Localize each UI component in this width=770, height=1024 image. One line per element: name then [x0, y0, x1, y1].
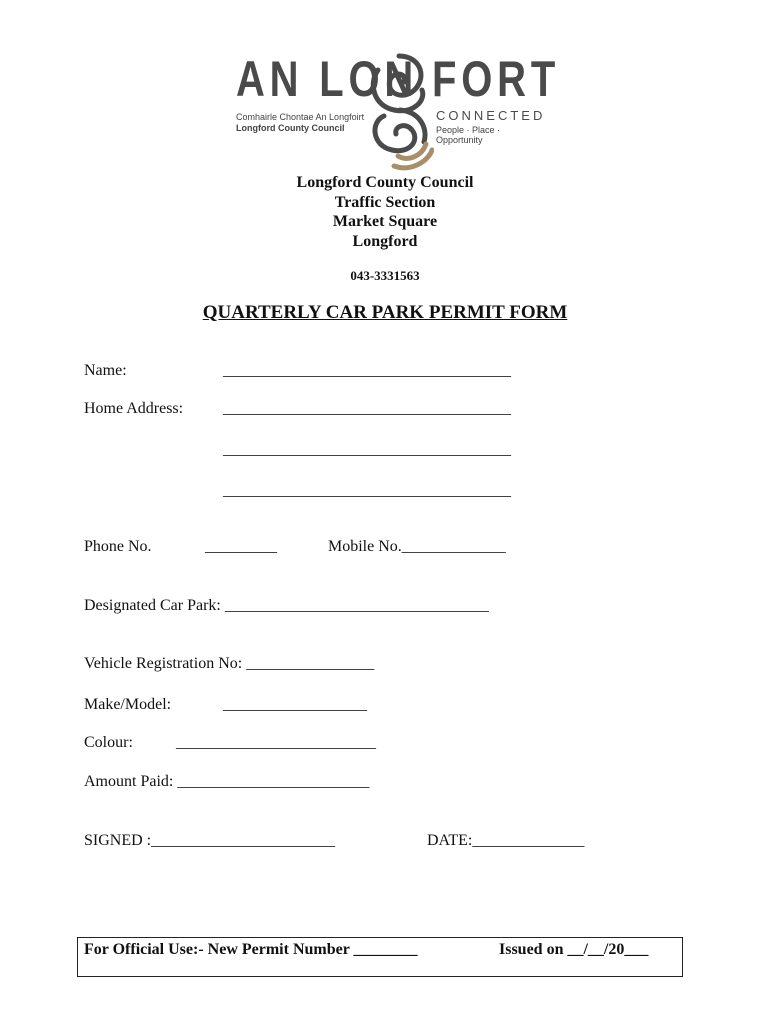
- phone-label: Phone No.: [84, 538, 152, 555]
- make-model-label: Make/Model:: [84, 696, 172, 713]
- address-line-3: Market Square: [332, 213, 438, 230]
- address-line-2: Traffic Section: [334, 193, 436, 211]
- logo-english-name: Longford County Council: [236, 123, 345, 133]
- logo-word-left: AN LON: [236, 51, 419, 107]
- address-field-3[interactable]: ____________________________________: [223, 482, 511, 499]
- address-field-2[interactable]: ____________________________________: [223, 441, 511, 458]
- logo-motto: People · Place · Opportunity: [436, 125, 501, 145]
- logo-connected: CONNECTED: [436, 108, 546, 123]
- logo-irish-name: Comhairle Chontae An Longfoirt: [236, 112, 365, 122]
- council-phone: 043-3331563: [350, 268, 420, 283]
- name-field[interactable]: ____________________________________: [223, 362, 511, 379]
- address-line-1: Longford County Council: [296, 174, 474, 191]
- form-title: QUARTERLY CAR PARK PERMIT FORM: [202, 302, 568, 323]
- mobile-field[interactable]: Mobile No._____________: [328, 538, 506, 555]
- phone-field[interactable]: _________: [205, 538, 277, 555]
- date-field[interactable]: DATE:______________: [427, 832, 585, 849]
- council-logo: [236, 50, 561, 174]
- signed-field[interactable]: SIGNED :_______________________: [84, 832, 336, 849]
- address-line-4: Longford: [352, 232, 418, 250]
- name-label: Name:: [84, 362, 127, 379]
- make-model-field[interactable]: __________________: [223, 696, 367, 713]
- spiral-icon: [364, 50, 434, 174]
- home-address-label: Home Address:: [84, 400, 184, 417]
- amount-paid-field[interactable]: Amount Paid: ________________________: [84, 773, 370, 790]
- colour-field[interactable]: _________________________: [176, 734, 376, 751]
- logo-word-right: FORT: [432, 51, 561, 107]
- permit-number-field[interactable]: For Official Use:- New Permit Number ________: [84, 941, 418, 958]
- address-field-1[interactable]: ____________________________________: [223, 400, 511, 417]
- issued-on-field[interactable]: Issued on __/__/20___: [499, 941, 649, 958]
- official-use-box: [77, 937, 683, 977]
- car-park-field[interactable]: Designated Car Park: _________________________________: [84, 597, 489, 614]
- colour-label: Colour:: [84, 734, 133, 751]
- vehicle-reg-field[interactable]: Vehicle Registration No: ________________: [84, 655, 375, 672]
